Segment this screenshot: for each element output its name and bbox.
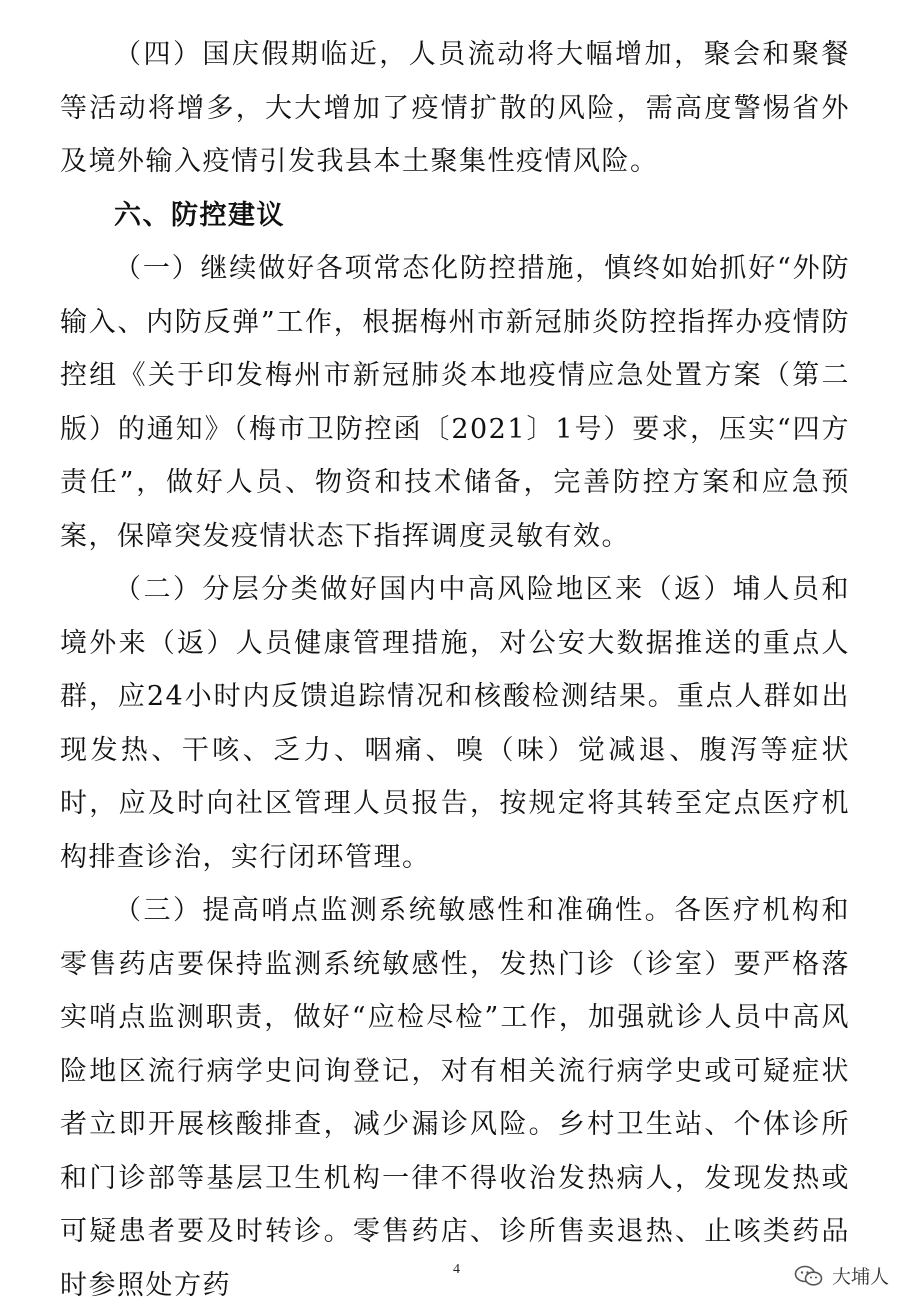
watermark [794,1262,889,1289]
paragraph-4: （四）国庆假期临近，人员流动将大幅增加，聚会和聚餐等活动将增多，大大增加了疫情扩散的风险，需高度警惕省外及境外输入疫情引发我县本土聚集性疫情风险。 [60,39,850,177]
watermark-label: 大埔人 [831,1266,889,1288]
paragraph-3: （三）提高哨点监测系统敏感性和准确性。各医疗机构和零售药店要保持监测系统敏感性，发热门诊（诊室）要严格落实哨点监测职责，做好“应检尽检”工作，加强就诊人员中高风险地区流行病学史问询登记，对有相关流行病学史或可疑症状者立即开展核酸排查，减少漏诊风险。乡村卫生站、个体诊所和门诊部等基层卫生机构一律不得收治发热病人，发现发热或可疑患者要及时转诊。零售药店、诊所售卖退热、止咳类药品时参照处方药 [60,895,850,1301]
document-body [60,28,850,1312]
wechat-icon [794,1264,824,1288]
section-heading: 六、防控建议 [114,199,285,231]
paragraph-1: （一）继续做好各项常态化防控措施，慎终如始抓好“外防输入、内防反弹”工作，根据梅州市新冠肺炎防控指挥办疫情防控组《关于印发梅州市新冠肺炎本地疫情应急处置方案（第二版）的通知》（梅市卫防控函〔2021〕1号）要求，压实“四方责任”，做好人员、物资和技术储备，完善防控方案和应急预案，保障突发疫情状态下指挥调度灵敏有效。 [60,253,850,552]
paragraph-2: （二）分层分类做好国内中高风险地区来（返）埔人员和境外来（返）人员健康管理措施，对公安大数据推送的重点人群，应24小时内反馈追踪情况和核酸检测结果。重点人群如出现发热、干咳、乏力、咽痛、嗅（味）觉减退、腹泻等症状时，应及时向社区管理人员报告，按规定将其转至定点医疗机构排查诊治，实行闭环管理。 [60,574,850,873]
page-number: 4 [453,1262,460,1277]
